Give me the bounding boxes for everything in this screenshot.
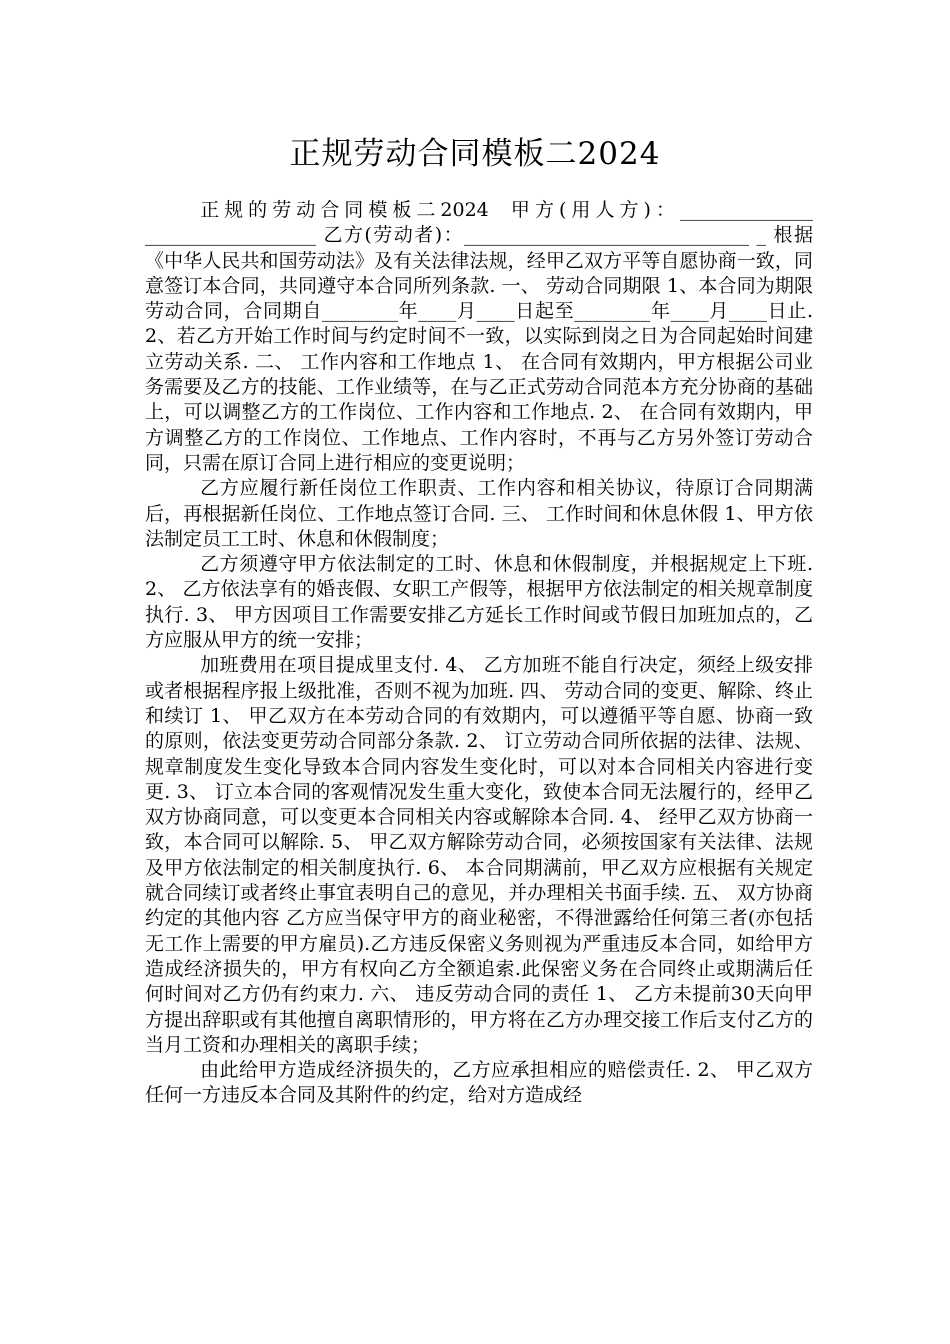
document-body xyxy=(145,198,820,1109)
paragraph: 由此给甲方造成经济损失的，乙方应承担相应的赔偿责任. 2、 甲乙双方任何一方违反本合同及其附件的约定，给对方造成经 xyxy=(145,1059,813,1107)
paragraph: 加班费用在项目提成里支付. 4、 乙方加班不能自行决定，须经上级安排或者根据程序报上级批准，否则不视为加班. 四、 劳动合同的变更、解除、终止和续订 1、 甲乙双方在本劳动合同的有效期内，可以遵循平等自愿、协商一致的原则，依法变更劳动合同部分条款. 2、 订立劳动合同所依据的法律、法规、规章制度发生变化导致本合同内容发生变化时，可以对本合同相关内容进行变更. 3、 订立本合同的客观情况发生重大变化，致使本合同无法履行的，经甲乙双方协商同意，可以变更本合同相关内容或解除本合同. 4、 经甲乙双方协商一致，本合同可以解除. 5、 甲乙双方解除劳动合同，必须按国家有关法律、法规及甲方依法制定的相关制度执行. 6、 本合同期满前，甲乙双方应根据有关规定就合同续订或者终止事宜表明自己的意见，并办理相关书面手续. 五、 双方协商约定的其他内容 乙方应当保守甲方的商业秘密，不得泄露给任何第三者(亦包括无工作上需要的甲方雇员).乙方违反保密义务则视为严重违反本合同，如给甲方造成经济损失的，甲方有权向乙方全额追索.此保密义务在合同终止或期满后任何时间对乙方仍有约束力. 六、 违反劳动合同的责任 1、 乙方未提前30天向甲方提出辞职或有其他擅自离职情形的，甲方将在乙方办理交接工作后支付乙方的当月工资和办理相关的离职手续； xyxy=(145,654,813,1056)
paragraph: 乙方应履行新任岗位工作职责、工作内容和相关协议，待原订合同期满后，再根据新任岗位、工作地点签订合同. 三、 工作时间和休息休假 1、甲方依法制定员工工时、休息和休假制度； xyxy=(145,477,813,550)
paragraph: 乙方须遵守甲方依法制定的工时、休息和休假制度，并根据规定上下班. 2、 乙方依法享有的婚丧假、女职工产假等，根据甲方依法制定的相关规章制度执行. 3、 甲方因项目工作需要安排乙方延长工作时间或节假日加班加点的，乙方应服从甲方的统一安排； xyxy=(145,553,820,652)
paragraph: 正规的劳动合同模板二2024 甲方(用人方)：______________ __________________ 乙方(劳动者)：______________________________ _ 根据《中华人民共和国劳动法》及有关法律法规，经甲乙双方平等自愿协商一致，同意签订本合同，共同遵守本合同所列条款. 一、 劳动合同期限 1、本合同为期限劳动合同，合同期自________年____月____日起至________年____月____日止. 2、若乙方开始工作时间与约定时间不一致，以实际到岗之日为合同起始时间建立劳动关系. 二、 工作内容和工作地点 1、 在合同有效期内，甲方根据公司业务需要及乙方的技能、工作业绩等，在与乙正式劳动合同范本方充分协商的基础上，可以调整乙方的工作岗位、工作内容和工作地点. 2、 在合同有效期内，甲方调整乙方的工作岗位、工作地点、工作内容时，不再与乙方另外签订劳动合同，只需在原订合同上进行相应的变更说明； xyxy=(145,199,820,474)
document-title: 正规劳动合同模板二2024 xyxy=(289,136,661,172)
